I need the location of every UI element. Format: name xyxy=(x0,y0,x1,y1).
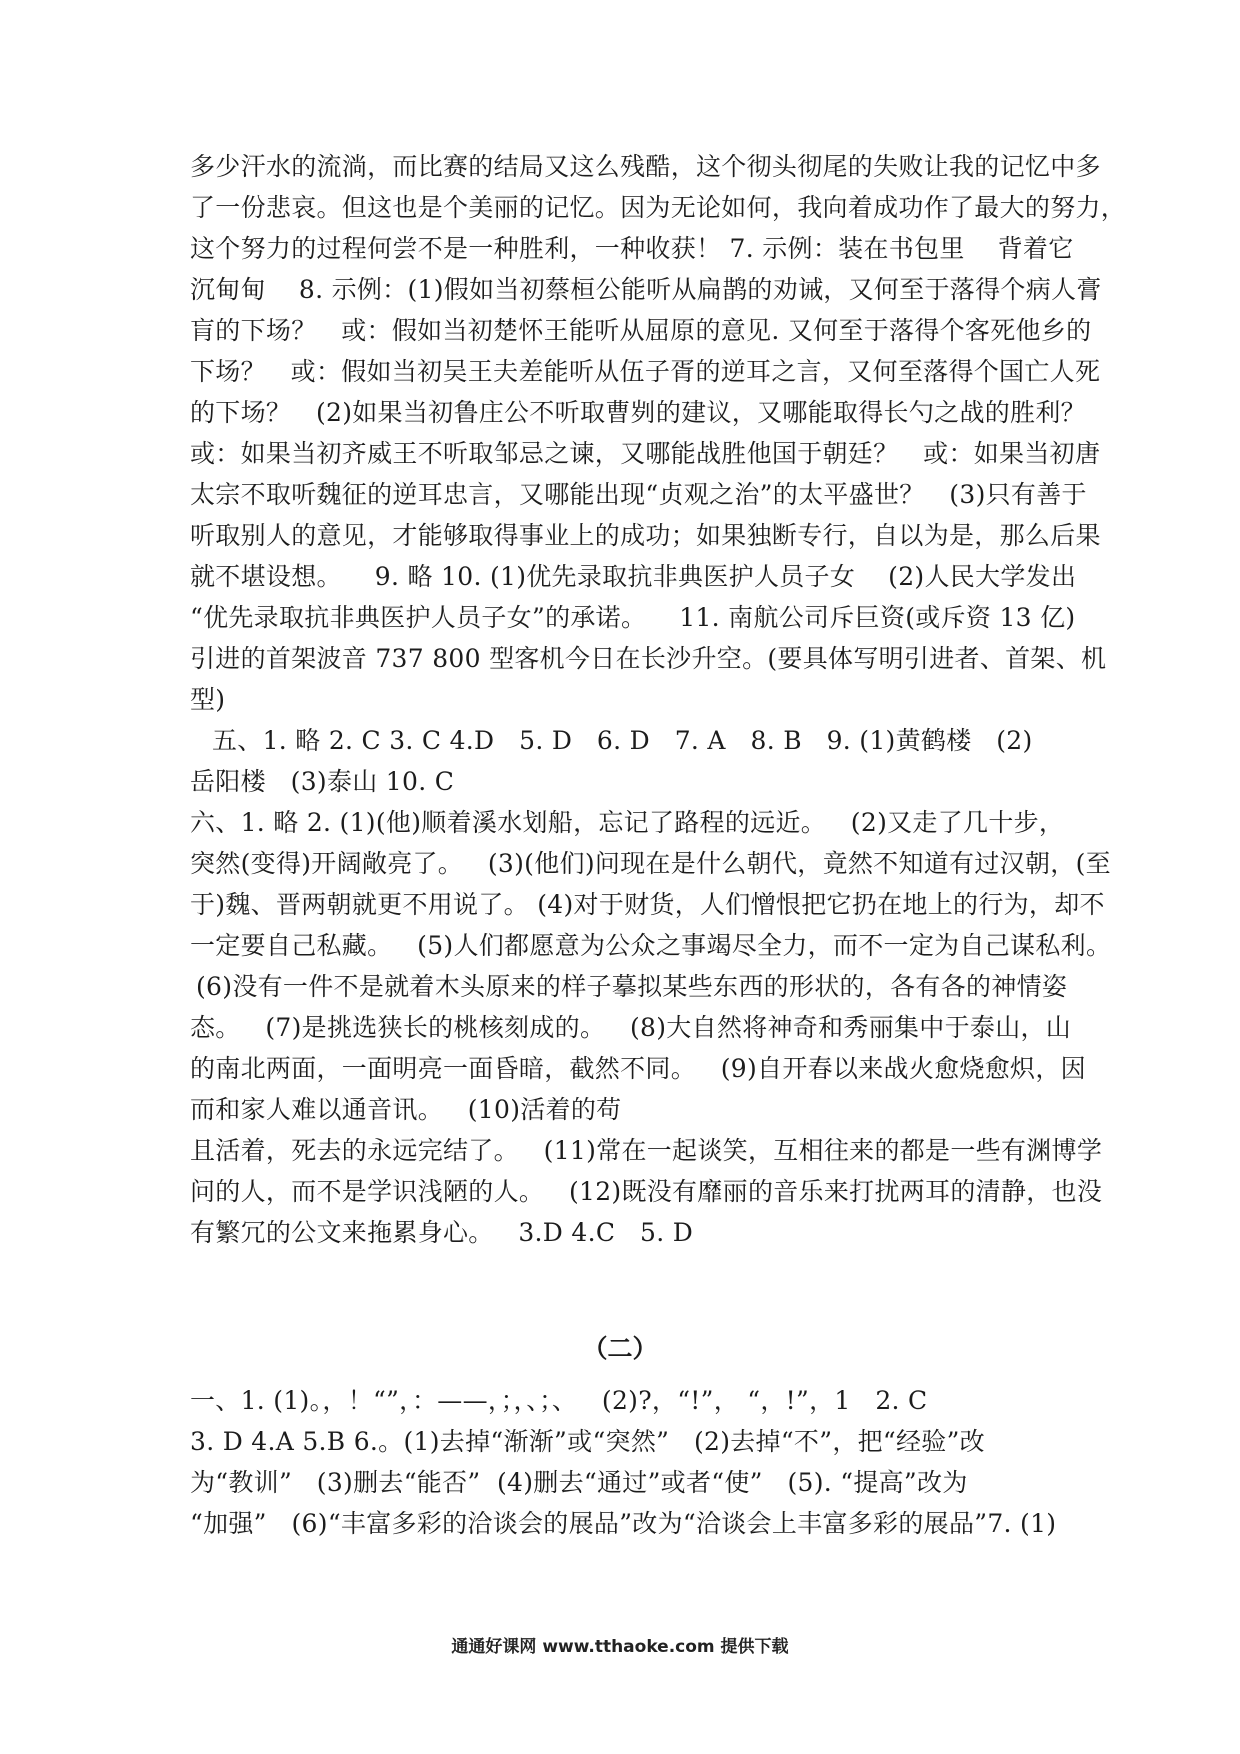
text-line: 的南北两面，一面明亮一面昏暗，截然不同。 (9)自开春以来战火愈烧愈炽，因 xyxy=(190,1054,1086,1083)
text-line: 而和家人难以通音讯。 (10)活着的苟 xyxy=(190,1095,622,1124)
text-line: (6)没有一件不是就着木头原来的样子摹拟某些东西的形状的，各有各的神情姿 xyxy=(196,972,1068,1001)
text-line: 太宗不取听魏征的逆耳忠言，又哪能出现“贞观之治”的太平盛世？ (3)只有善于 xyxy=(190,480,1087,509)
text-line: 突然(变得)开阔敞亮了。 (3)(他们)问现在是什么朝代，竟然不知道有过汉朝，(至 xyxy=(190,849,1111,878)
text-line: 一定要自己私藏。 (5)人们都愿意为公众之事竭尽全力，而不一定为自己谋私利。 xyxy=(190,931,1112,960)
text-line: 就不堪设想。 9. 略 10. (1)优先录取抗非典医护人员子女 (2)人民大学发出 xyxy=(190,562,1077,591)
section-title: （二） xyxy=(582,1334,658,1363)
footer-download-note: 通通好课网 www.tthaoke.com 提供下载 xyxy=(451,1637,789,1657)
text-line: 这个努力的过程何尝不是一种胜利，一种收获！ 7. 示例：装在书包里 背着它 xyxy=(190,234,1074,263)
text-line: 3. D 4.A 5.B 6.。(1)去掉“渐渐”或“突然” (2)去掉“不”，把“经验”改 xyxy=(190,1427,985,1456)
text-line: 型) xyxy=(190,685,226,714)
text-line: 且活着，死去的永远完结了。 (11)常在一起谈笑，互相往来的都是一些有渊博学 xyxy=(190,1136,1103,1165)
text-line: 问的人，而不是学识浅陋的人。 (12)既没有靡丽的音乐来打扰两耳的清静，也没 xyxy=(190,1177,1103,1206)
text-line: 肓的下场？ 或：假如当初楚怀王能听从屈原的意见. 又何至于落得个客死他乡的 xyxy=(190,316,1092,345)
section-five-line: 五、1. 略 2. C 3. C 4.D 5. D 6. D 7. A 8. B 9. (1)黄鹤楼 (2) xyxy=(212,726,1033,755)
text-line: 态。 (7)是挑选狭长的桃核刻成的。 (8)大自然将神奇和秀丽集中于泰山，山 xyxy=(190,1013,1072,1042)
text-line: 岳阳楼 (3)泰山 10. C xyxy=(190,767,455,796)
text-line: 的下场？ (2)如果当初鲁庄公不听取曹刿的建议，又哪能取得长勺之战的胜利？ xyxy=(190,398,1086,427)
text-line: 为“教训” (3)删去“能否” (4)删去“通过”或者“使” (5). “提高”改为 xyxy=(190,1468,968,1497)
text-line: 多少汗水的流淌，而比赛的结局又这么残酷，这个彻头彻尾的失败让我的记忆中多 xyxy=(190,152,1101,181)
text-line: “优先录取抗非典医护人员子女”的承诺。 11. 南航公司斥巨资(或斥资 13 亿) xyxy=(190,603,1076,632)
text-line: 下场？ 或：假如当初吴王夫差能听从伍子胥的逆耳之言，又何至落得个国亡人死 xyxy=(190,357,1101,386)
text-line: 沉甸甸 8. 示例：(1)假如当初蔡桓公能听从扁鹊的劝诫，又何至于落得个病人膏 xyxy=(190,275,1102,304)
text-line: 了一份悲哀。但这也是个美丽的记忆。因为无论如何，我向着成功作了最大的努力， xyxy=(190,193,1127,222)
text-line: 一、1. (1)。，！“”，：——，；，、；、 (2)?，“!”， “，!”，1 2. C xyxy=(190,1386,928,1415)
text-line: 听取别人的意见，才能够取得事业上的成功；如果独断专行，自以为是，那么后果 xyxy=(190,521,1101,550)
text-line: 有繁冗的公文来拖累身心。 3.D 4.C 5. D xyxy=(190,1218,694,1247)
text-line: 引进的首架波音 737 800 型客机今日在长沙升空。(要具体写明引进者、首架、机 xyxy=(190,644,1107,673)
section-two-text-block xyxy=(190,1380,1070,1544)
section-six-line: 六、1. 略 2. (1)(他)顺着溪水划船，忘记了路程的远近。 (2)又走了几十步， xyxy=(190,808,1065,837)
text-line: 或：如果当初齐威王不听取邹忌之谏，又哪能战胜他国于朝廷？ 或：如果当初唐 xyxy=(190,439,1101,468)
text-line: “加强” (6)“丰富多彩的洽谈会的展品”改为“洽谈会上丰富多彩的展品”7. (1) xyxy=(190,1509,1057,1538)
text-line: 于)魏、晋两朝就更不用说了。 (4)对于财货，人们憎恨把它扔在地上的行为，却不 xyxy=(190,890,1105,919)
answer-text-block xyxy=(190,146,1127,1253)
